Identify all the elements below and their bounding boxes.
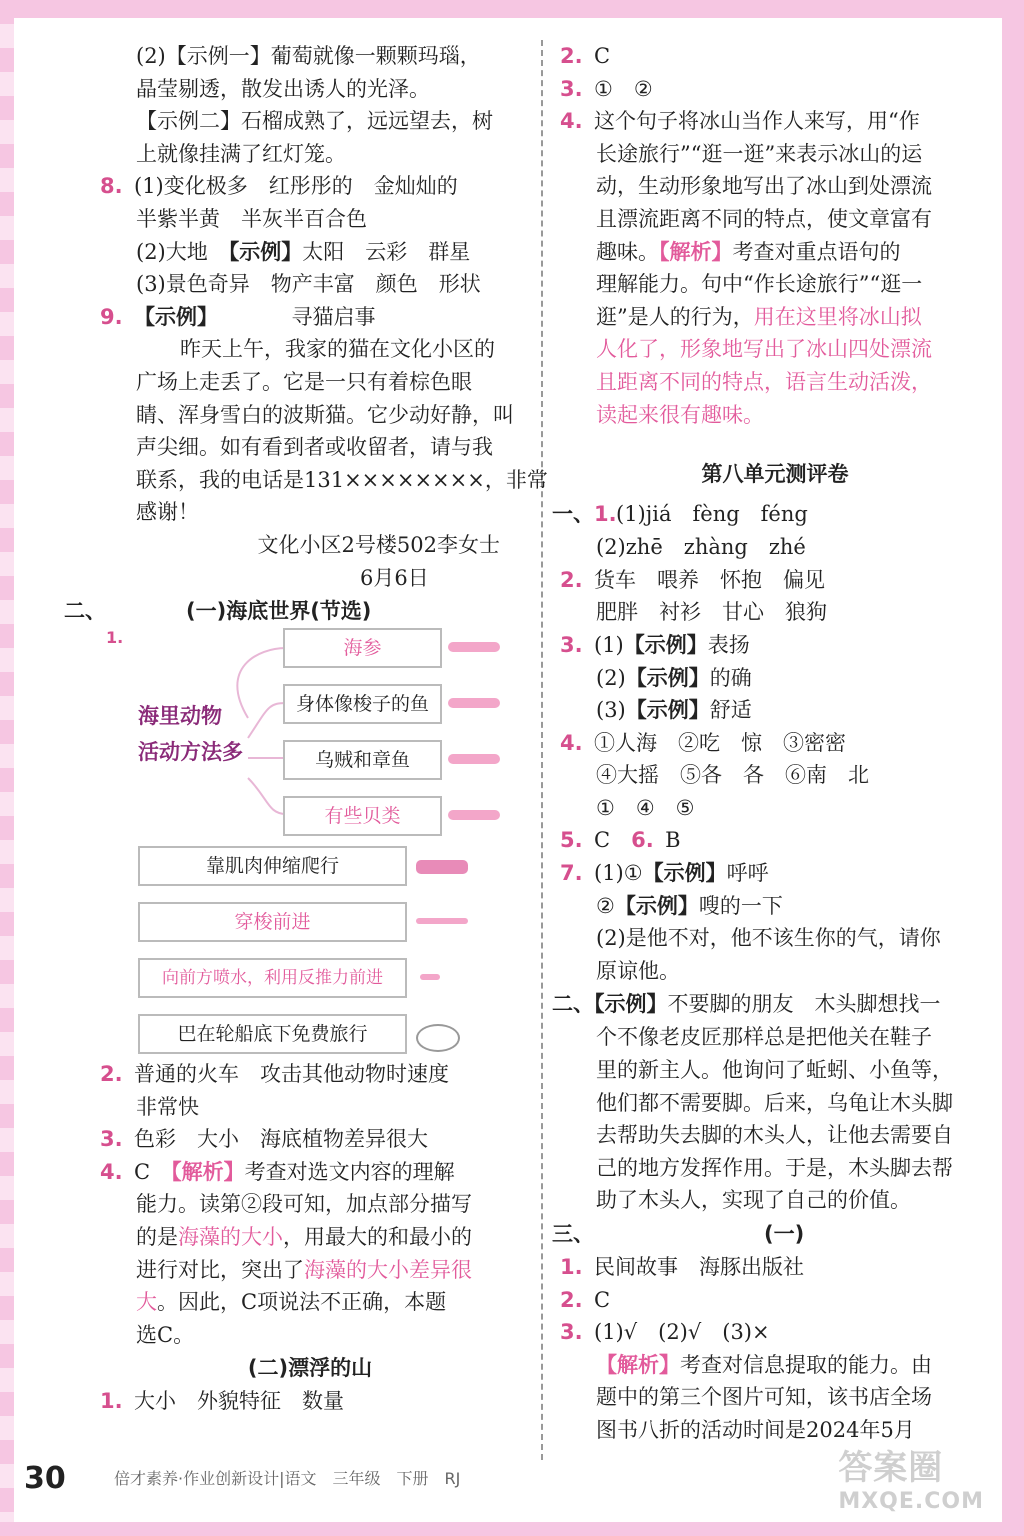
- right-column: [552, 40, 990, 1447]
- answer-r4: 4. 这个句子将冰山当作人来写，用“作: [560, 109, 920, 134]
- answer-line: 原谅他。: [596, 958, 680, 983]
- animal-box: 有些贝类: [283, 796, 442, 836]
- answer-line: 长途旅行”“逛一逛”来表示冰山的运: [596, 141, 923, 166]
- answer-line: 逛”是人的行为，用在这里将冰山拟: [596, 304, 922, 329]
- answer-3: 3. 色彩 大小 海底植物差异很大: [100, 1127, 428, 1152]
- answer-line: 声尖细。如有看到者或收留者，请与我: [136, 435, 493, 460]
- method-box: 巴在轮船底下免费旅行: [138, 1014, 407, 1054]
- answer-line: 动，生动形象地写出了冰山到处漂流: [596, 174, 932, 199]
- answer-line: (2)【示例】的确: [596, 665, 752, 690]
- answer-line: 助了木头人，实现了自己的价值。: [596, 1188, 911, 1213]
- answer-r2: 2. C: [560, 44, 611, 68]
- q9-line: 9. 【示例】 寻猫启事: [100, 301, 520, 334]
- answer-line: (3)景色奇异 物产丰富 颜色 形状: [136, 272, 481, 297]
- notice-signature: 文化小区2号楼502李女士: [257, 532, 500, 557]
- link-mark: [416, 918, 468, 924]
- animal-box: 乌贼和章鱼: [283, 740, 442, 780]
- answer-t3: 3. (1)√ (2)√ (3)×: [560, 1320, 770, 1345]
- answer-line: 的是海藻的大小，用最大的和最小的: [136, 1225, 472, 1250]
- answer-line: (2)大地 【示例】太阳 云彩 群星: [136, 239, 471, 264]
- link-mark: [416, 1024, 460, 1052]
- answer-line: 进行对比，突出了海藻的大小差异很: [136, 1257, 472, 1282]
- answer-line: 己的地方发挥作用。于是，木头脚去帮: [596, 1155, 953, 1180]
- answer-line: 里的新主人。他询问了蚯蚓、小鱼等，: [596, 1058, 953, 1083]
- answer-line: 人化了，形象地写出了冰山四处漂流: [596, 337, 932, 362]
- notice-date: 6月6日: [360, 565, 429, 590]
- answer-2: 2. 普通的火车 攻击其他动物时速度: [100, 1062, 449, 1087]
- answer-line: 联系，我的电话是131××××××××，非常: [136, 467, 548, 492]
- answer-line: 半紫半黄 半灰半百合色: [136, 206, 367, 231]
- method-box: 靠肌肉伸缩爬行: [138, 846, 407, 886]
- page-edge-bottom: [0, 1522, 1024, 1536]
- column-divider: [541, 40, 543, 1460]
- page-edge-top: [0, 0, 1024, 18]
- answer-b1: 1. 大小 外貌特征 数量: [100, 1389, 344, 1414]
- answer-t1: 1. 民间故事 海豚出版社: [560, 1255, 804, 1279]
- page-edge-right: [1002, 0, 1024, 1536]
- footer-book-info: 倍才素养·作业创新设计|语文 三年级 下册 RJ: [114, 1469, 461, 1488]
- answer-line: 他们都不需要脚。后来，乌龟让木头脚: [596, 1090, 953, 1115]
- answer-line: 非常快: [136, 1094, 199, 1119]
- answer-line: 大。因此，C项说法不正确，本题: [136, 1290, 447, 1315]
- answer-line: 读起来很有趣味。: [596, 402, 764, 427]
- q8-line: 8. (1)变化极多 红彤彤的 金灿灿的: [100, 170, 520, 203]
- answer-line: 上就像挂满了红灯笼。: [136, 141, 346, 166]
- answer-line: 能力。读第②段可知，加点部分描写: [136, 1192, 472, 1217]
- arrow-mark: [448, 754, 500, 764]
- arrow-mark: [448, 810, 500, 820]
- answer-line: (3)【示例】舒适: [596, 698, 752, 723]
- answer-line: 感谢！: [136, 500, 199, 525]
- answer-line: 理解能力。句中“作长途旅行”“逛一: [596, 272, 923, 297]
- answer-line: 【示例二】石榴成熟了，远远望去，树: [136, 109, 493, 134]
- answer-line: 睛、浑身雪白的波斯猫。它少动好静，叫: [136, 402, 514, 427]
- answer-line: ① ④ ⑤: [596, 795, 695, 820]
- section-three-header: 三、 (一): [552, 1222, 805, 1246]
- unit-title: 第八单元测评卷: [701, 462, 849, 487]
- link-mark: [420, 974, 440, 980]
- answer-s7: 7. (1)①【示例】呼呼: [560, 861, 769, 886]
- answer-line: 图书八折的活动时间是2024年5月: [596, 1417, 915, 1442]
- answer-s4: 4. ①人海 ②吃 惊 ③密密: [560, 730, 846, 755]
- section-two-header: 二、 (一)海底世界(节选): [64, 599, 372, 624]
- method-box: 向前方喷水，利用反推力前进: [138, 958, 407, 998]
- left-column: [64, 40, 548, 1418]
- method-box: 穿梭前进: [138, 902, 407, 942]
- answer-line: 趣味。【解析】考查对重点语句的: [596, 239, 901, 264]
- answer-s2: 2. 货车 喂养 怀抱 偏见: [560, 567, 825, 592]
- answer-e2: 二、【示例】不要脚的朋友 木头脚想找一: [552, 992, 941, 1017]
- answer-line: ④大摇 ⑤各 各 ⑥南 北: [596, 763, 869, 788]
- site-watermark: 答案圈 MXQE.COM: [838, 1448, 984, 1514]
- sea-animals-diagram: [98, 628, 518, 1058]
- animal-box: 海参: [283, 628, 442, 668]
- answer-line: 且距离不同的特点，语言生动活泼，: [596, 369, 932, 394]
- arrow-mark: [448, 698, 500, 708]
- animal-box: 身体像梭子的鱼: [283, 684, 442, 724]
- answer-t2: 2. C: [560, 1287, 611, 1312]
- answer-line: 晶莹剔透，散发出诱人的光泽。: [136, 76, 430, 101]
- answer-line: ②【示例】嗖的一下: [596, 893, 783, 918]
- answer-r3: 3. ① ②: [560, 76, 653, 101]
- answer-line: 【解析】考查对信息提取的能力。由: [596, 1352, 932, 1377]
- answer-line: (2)【示例一】葡萄就像一颗颗玛瑙，: [136, 44, 481, 68]
- answer-line: 题中的第三个图片可知，该书店全场: [596, 1385, 932, 1410]
- answer-line: 去帮助失去脚的木头人，让他去需要自: [596, 1123, 953, 1148]
- answer-line: 选C。: [136, 1322, 195, 1347]
- diagram-center-label: 海里动物 活动方法多: [138, 704, 243, 765]
- answer-4: 4. C 【解析】考查对选文内容的理解: [100, 1159, 455, 1184]
- answer-line: (2)zhē zhàng zhé: [596, 535, 806, 560]
- answer-s1: 一、1.(1)jiá fèng féng: [552, 502, 808, 527]
- answer-line: 且漂流距离不同的特点，使文章富有: [596, 206, 932, 231]
- question-number: 9.: [100, 304, 123, 329]
- page-number: 30: [24, 1461, 66, 1496]
- answer-line: 个不像老皮匠那样总是把他关在鞋子: [596, 1025, 932, 1050]
- subsection-title: (二)漂浮的山: [247, 1356, 373, 1381]
- answer-s3: 3. (1)【示例】表扬: [560, 632, 750, 657]
- answer-line: 肥胖 衬衫 甘心 狼狗: [596, 600, 827, 625]
- answer-line: (2)是他不对，他不该生你的气，请你: [596, 926, 941, 951]
- arrow-mark: [448, 642, 500, 652]
- answer-line: 广场上走丢了。它是一只有着棕色眼: [136, 369, 472, 394]
- page-edge-left: [0, 0, 14, 1536]
- question-number: 8.: [100, 174, 123, 199]
- answer-s5-s6: 5. C 6. B: [560, 828, 681, 853]
- answer-line: 昨天上午，我家的猫在文化小区的: [180, 337, 495, 362]
- question-number: 1.: [106, 628, 124, 648]
- link-mark: [416, 860, 468, 874]
